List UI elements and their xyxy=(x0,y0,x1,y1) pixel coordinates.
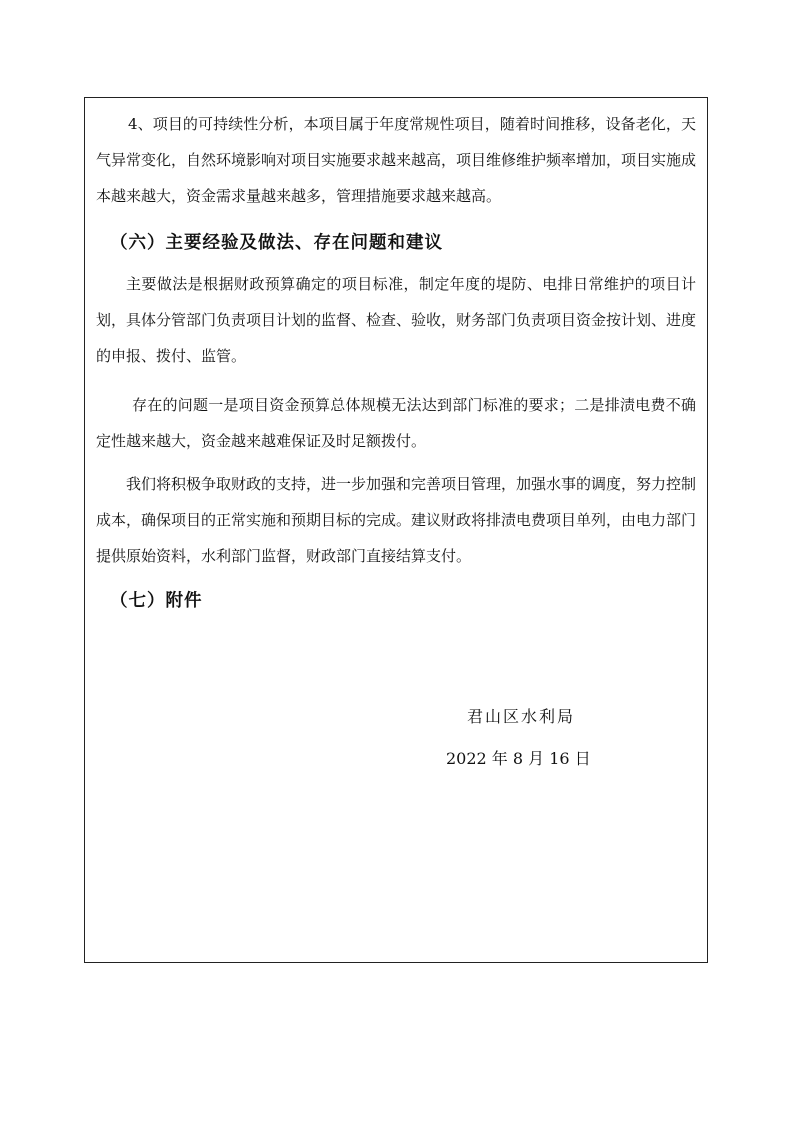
signature-date: 2022 年 8 月 16 日 xyxy=(446,749,591,768)
section-7-heading: （七）附件 xyxy=(110,591,203,611)
sustainability-analysis-paragraph: 4、项目的可持续性分析，本项目属于年度常规性项目，随着时间推移，设备老化，天气异常变化，自然环境影响对项目实施要求越来越高，项目维修维护频率增加，项目实施成本越来越大，资金需求量越来越多，管理措施要求越来越高。 xyxy=(96,115,697,205)
signature-organization: 君山区水利局 xyxy=(467,707,576,726)
section-6-heading: （六）主要经验及做法、存在问题和建议 xyxy=(110,233,443,253)
suggestions-paragraph: 我们将积极争取财政的支持，进一步加强和完善项目管理，加强水事的调度，努力控制成本，确保项目的正常实施和预期目标的完成。建议财政将排渍电费项目单列，由电力部门提供原始资料，水利部门监督，财政部门直接结算支付。 xyxy=(96,475,697,565)
problems-paragraph: 存在的问题一是项目资金预算总体规模无法达到部门标准的要求；二是排渍电费不确定性越来越大，资金越来越难保证及时足额拨付。 xyxy=(96,396,696,450)
main-practice-paragraph: 主要做法是根据财政预算确定的项目标准，制定年度的堤防、电排日常维护的项目计划，具体分管部门负责项目计划的监督、检查、验收，财务部门负责项目资金按计划、进度的申报、拨付、监管。 xyxy=(96,275,697,365)
